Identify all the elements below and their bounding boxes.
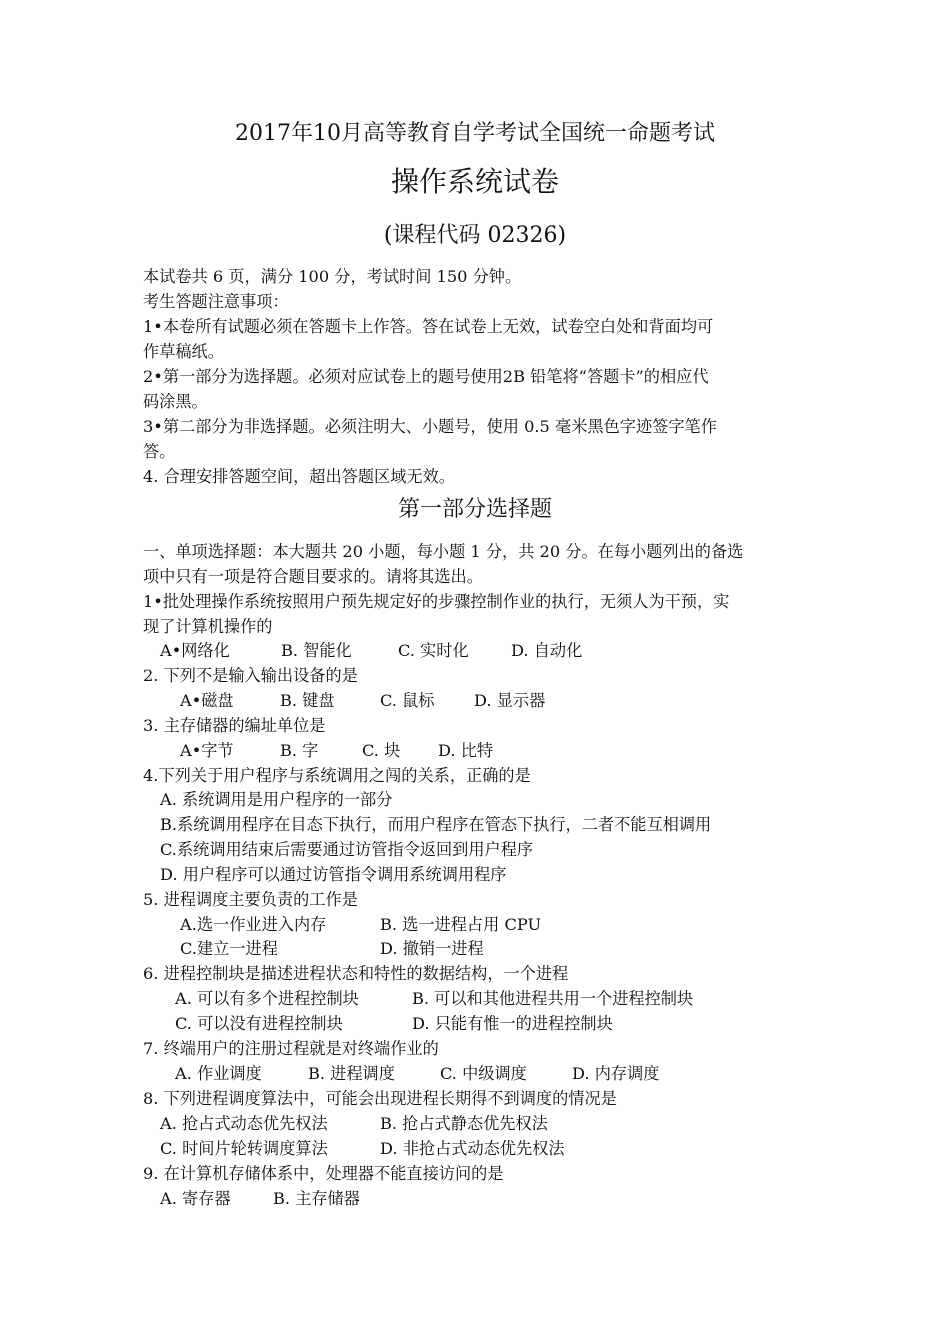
question-4-option-b: B.系统调用程序在目态下执行，而用户程序在管态下执行，二者不能互相调用 <box>160 815 712 834</box>
question-8-option-b: B. 抢占式静态优先权法 <box>380 1114 548 1133</box>
notice-item-3: 3•第二部分为非选择题。必须注明大、小题号，使用 0.5 毫米黑色字迹签字笔作 <box>143 417 717 436</box>
question-6-option-a: A. 可以有多个进程控制块 <box>175 989 359 1008</box>
question-3-option-c: C. 块 <box>362 741 401 760</box>
notice-item-1-cont: 作草稿纸。 <box>143 342 224 361</box>
notice-title: 考生答题注意事项： <box>143 292 289 311</box>
question-3-option-d: D. 比特 <box>438 741 494 760</box>
question-5-option-a: A.选一作业进入内存 <box>180 915 327 934</box>
question-2-stem: 2. 下列不是输入输出设备的是 <box>143 666 358 685</box>
course-code: (课程代码 02326) <box>383 223 567 248</box>
notice-item-2: 2•第一部分为选择题。必须对应试卷上的题号使用2B 铅笔将“答题卡”的相应代 <box>143 367 709 386</box>
part1-intro-cont: 项中只有一项是符合题目要求的。请将其选出。 <box>143 567 483 586</box>
question-2-option-b: B. 键盘 <box>280 691 335 710</box>
summary-text: 本试卷共 6 页，满分 100 分，考试时间 150 分钟。 <box>143 267 522 286</box>
question-9-option-a: A. 寄存器 <box>160 1189 231 1208</box>
paper-title: 操作系统试卷 <box>390 165 559 198</box>
question-2-option-c: C. 鼠标 <box>380 691 435 710</box>
part1-intro: 一、单项选择题：本大题共 20 小题，每小题 1 分，共 20 分。在每小题列出的备选 <box>143 542 744 561</box>
question-4-option-c: C.系统调用结束后需要通过访管指令返回到用户程序 <box>160 840 534 859</box>
question-7-option-c: C. 中级调度 <box>440 1064 527 1083</box>
question-3-option-b: B. 字 <box>280 741 319 760</box>
question-8-option-d: D. 非抢占式动态优先权法 <box>380 1139 565 1158</box>
question-1-stem: 1•批处理操作系统按照用户预先规定好的步骤控制作业的执行，无须人为干预，实 <box>143 592 730 611</box>
question-4-stem: 4.下列关于用户程序与系统调用之闯的关系，正确的是 <box>143 766 531 785</box>
question-5-option-b: B. 选一进程占用 CPU <box>380 915 542 934</box>
question-6-option-d: D. 只能有惟一的进程控制块 <box>412 1014 613 1033</box>
question-4-option-a: A. 系统调用是用户程序的一部分 <box>160 790 393 809</box>
question-4-option-d: D. 用户程序可以通过访管指令调用系统调用程序 <box>160 865 507 884</box>
question-1-stem-cont: 现了计算机操作的 <box>143 617 273 636</box>
question-7-stem: 7. 终端用户的注册过程就是对终端作业的 <box>143 1039 439 1058</box>
exam-title: 2017年10月高等教育自学考试全国统一命题考试 <box>235 121 715 146</box>
question-9-option-b: B. 主存储器 <box>273 1189 360 1208</box>
part1-title: 第一部分选择题 <box>397 497 552 522</box>
question-6-option-c: C. 可以没有进程控制块 <box>175 1014 343 1033</box>
question-3-option-a: A•字节 <box>180 741 234 760</box>
question-6-option-b: B. 可以和其他进程共用一个进程控制块 <box>412 989 694 1008</box>
question-8-option-c: C. 时间片轮转调度算法 <box>160 1139 328 1158</box>
question-1-option-a: A•网络化 <box>160 641 230 660</box>
question-5-stem: 5. 进程调度主要负责的工作是 <box>143 890 358 909</box>
notice-item-4: 4. 合理安排答题空间，超出答题区域无效。 <box>143 467 455 486</box>
question-2-option-a: A•磁盘 <box>180 691 234 710</box>
notice-item-1: 1•本卷所有试题必须在答题卡上作答。答在试卷上无效，试卷空白处和背面均可 <box>143 317 714 336</box>
question-2-option-d: D. 显示器 <box>474 691 546 710</box>
question-7-option-b: B. 进程调度 <box>308 1064 395 1083</box>
notice-item-3-cont: 答。 <box>143 442 176 461</box>
question-1-option-d: D. 自动化 <box>511 641 583 660</box>
question-7-option-d: D. 内存调度 <box>572 1064 660 1083</box>
question-3-stem: 3. 主存储器的编址单位是 <box>143 716 326 735</box>
question-9-stem: 9. 在计算机存储体系中，处理器不能直接访问的是 <box>143 1164 504 1183</box>
question-1-option-b: B. 智能化 <box>281 641 352 660</box>
question-5-option-c: C.建立一进程 <box>180 939 278 958</box>
question-7-option-a: A. 作业调度 <box>175 1064 262 1083</box>
question-8-stem: 8. 下列进程调度算法中，可能会出现进程长期得不到调度的情况是 <box>143 1089 617 1108</box>
notice-item-2-cont: 码涂黑。 <box>143 392 208 411</box>
question-5-option-d: D. 撤销一进程 <box>380 939 484 958</box>
question-6-stem: 6. 进程控制块是描述进程状态和特性的数据结构，一个进程 <box>143 964 569 983</box>
question-8-option-a: A. 抢占式动态优先权法 <box>160 1114 328 1133</box>
question-1-option-c: C. 实时化 <box>398 641 469 660</box>
